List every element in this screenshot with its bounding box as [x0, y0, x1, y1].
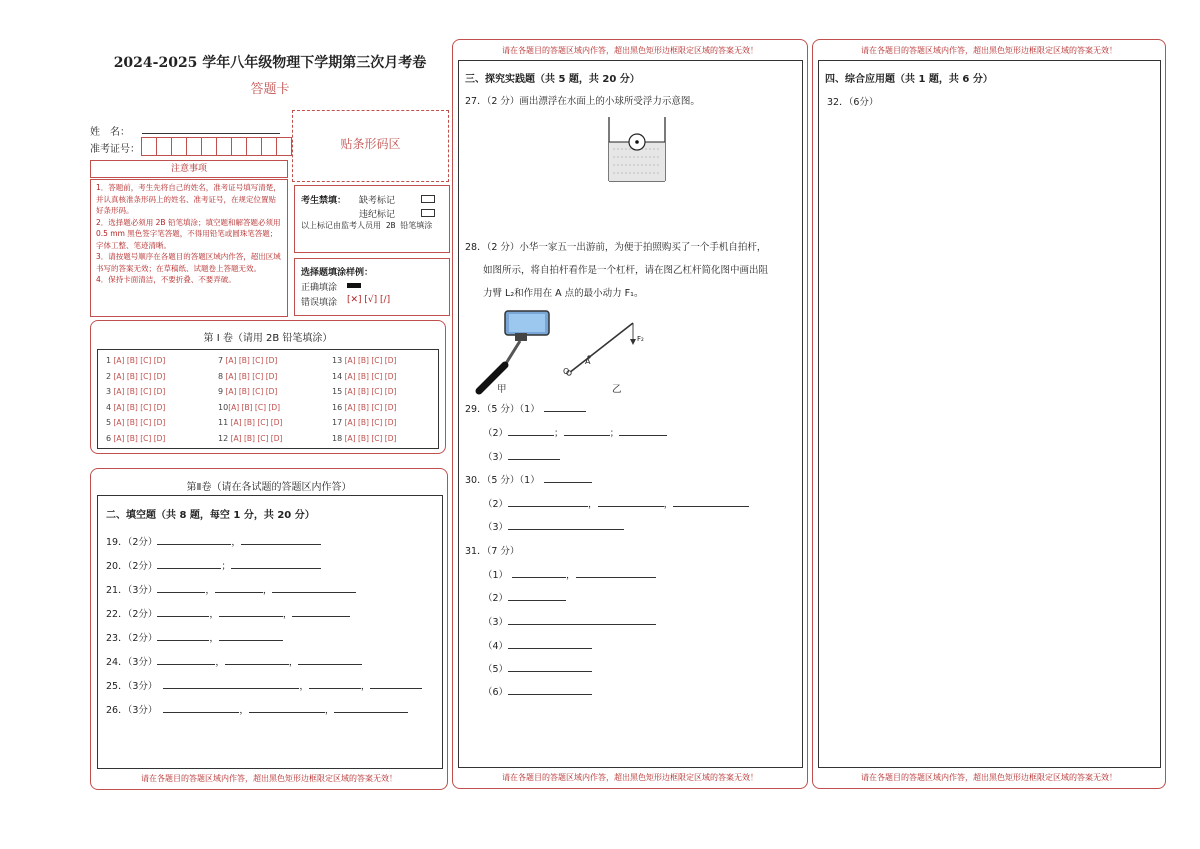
bubble-row-2[interactable]: 2 [A] [B] [C] [D]: [106, 371, 166, 381]
q29-3-blank[interactable]: [508, 449, 560, 460]
q20-blank-2[interactable]: [231, 558, 321, 569]
q31-1-blank-1[interactable]: [512, 567, 566, 578]
violation-label: 违纪标记: [359, 210, 396, 220]
part2-answer-frame: [97, 495, 443, 769]
q30-2: （2） ， ，: [483, 496, 749, 510]
q22-blank-3[interactable]: [292, 606, 350, 617]
id-label: 准考证号：: [90, 144, 140, 155]
q29-2-blank-3[interactable]: [619, 425, 667, 436]
q24-blank-3[interactable]: [298, 654, 362, 665]
bubble-row-4[interactable]: 4 [A] [B] [C] [D]: [106, 402, 166, 412]
part2-title: 第Ⅱ卷（请在各试题的答题区内作答）: [186, 482, 352, 493]
correct-label: 正确填涂: [301, 283, 338, 293]
q19: 19．（2分） ，: [106, 534, 321, 548]
q31-5: （5）: [483, 661, 592, 675]
q31-4-blank[interactable]: [508, 638, 592, 649]
q23-blank-2[interactable]: [219, 630, 283, 641]
q20-blank-1[interactable]: [157, 558, 221, 569]
q31-3-blank[interactable]: [508, 614, 656, 625]
fig-A-label: A: [585, 357, 591, 366]
q31-6-blank[interactable]: [508, 684, 592, 695]
q24-blank-1[interactable]: [157, 654, 215, 665]
part1-panel: [90, 320, 446, 454]
ball-icon: [629, 134, 645, 150]
notice-item-2: 2．选择题必须用 2B 铅笔填涂；填空题和解答题必须用 0.5 mm 黑色签字笔答题，不得用铅笔或圆珠笔答题；字体工整、笔迹清晰。: [96, 217, 281, 250]
name-label: 姓 名：: [90, 127, 130, 138]
absent-label: 缺考标记: [359, 196, 396, 206]
fig-a-label: 甲: [497, 384, 507, 395]
q30-3: （3）: [483, 519, 624, 533]
q31-label: 31．（7 分）: [465, 546, 520, 557]
name-field[interactable]: [142, 133, 280, 134]
notice-item-3: 3．请按题号顺序在各题目的答题区域内作答，超出区域书写的答案无效；在草稿纸、试题卷上答题无效。: [96, 252, 281, 273]
q23: 23．（2分） ，: [106, 630, 283, 644]
q24: 24．（3分） ， ，: [106, 654, 362, 668]
q22-blank-1[interactable]: [157, 606, 209, 617]
notice-title: 注意事项: [90, 160, 288, 178]
q29-2: （2） ； ；: [483, 425, 667, 439]
exam-title: 2024-2025 学年八年级物理下学期第三次月考卷: [113, 55, 427, 71]
section4-title: 四、综合应用题（共 1 题，共 6 分）: [825, 74, 993, 85]
bubble-row-17[interactable]: 17 [A] [B] [C] [D]: [332, 418, 397, 427]
section3-warning-bottom: 请在各题目的答题区域内作答，超出黑色矩形边框限定区域的答案无效！: [502, 773, 758, 782]
q31-1-blank-2[interactable]: [576, 567, 656, 578]
fig-f2-label: F₂: [637, 335, 644, 343]
lever-icon: [567, 323, 636, 375]
barcode-area: [292, 110, 449, 182]
forbidden-note: 以上标记由监考人员用 2B 铅笔填涂: [301, 221, 433, 230]
notice-item-4: 4．保持卡面清洁，不要折叠、不要弄破。: [96, 275, 236, 284]
fig-o-label: O: [563, 367, 570, 376]
bubble-row-14[interactable]: 14 [A] [B] [C] [D]: [332, 371, 397, 381]
q21-blank-1[interactable]: [157, 582, 205, 593]
q23-blank-1[interactable]: [157, 630, 209, 641]
section3-answer-frame: [458, 60, 803, 768]
section3-panel: [452, 39, 808, 789]
q21-blank-3[interactable]: [272, 582, 356, 593]
forbidden-box: [294, 185, 450, 253]
section3-title: 三、探究实践题（共 5 题，共 20 分）: [465, 74, 640, 85]
bubble-col-2: [218, 356, 282, 449]
violation-checkbox[interactable]: [421, 209, 435, 217]
bubble-col-3: [332, 356, 396, 449]
bubble-col-1: [106, 356, 165, 449]
section4-warning-bottom: 请在各题目的答题区域内作答，超出黑色矩形边框限定区域的答案无效！: [861, 773, 1117, 782]
fig-b-label: 乙: [612, 384, 622, 395]
floating-ball-figure: [607, 115, 669, 183]
bubble-row-3[interactable]: 3 [A] [B] [C] [D]: [106, 387, 166, 396]
q30: 30．（5 分）（1）: [465, 472, 592, 486]
q29-2-blank-1[interactable]: [508, 425, 554, 436]
bubble-row-5[interactable]: 5 [A] [B] [C] [D]: [106, 418, 166, 427]
q21: 21．（3分） ， ，: [106, 582, 356, 596]
q21-blank-2[interactable]: [215, 582, 263, 593]
q26-blank-2[interactable]: [249, 702, 325, 713]
bubble-row-13[interactable]: 13 [A] [B] [C] [D]: [332, 356, 397, 365]
bubble-row-12[interactable]: 12 [A] [B] [C] [D]: [218, 433, 283, 443]
bubble-row-18[interactable]: 18 [A] [B] [C] [D]: [332, 433, 397, 443]
q28-line2: 如图所示，将自拍杆看作是一个杠杆，请在图乙杠杆简化图中画出阻: [483, 265, 769, 276]
q26-blank-3[interactable]: [334, 702, 408, 713]
bubble-row-10[interactable]: 10[A] [B] [C] [D]: [218, 402, 281, 412]
notice-item-1: 1．答题前，考生先将自己的姓名，准考证号填写清楚，并认真核准条形码上的姓名、准考证号，在规定位置贴好条形码。: [96, 183, 281, 215]
q22-blank-2[interactable]: [219, 606, 283, 617]
lever-diagram: [561, 319, 645, 381]
sample-label: 选择题填涂样例：: [301, 268, 374, 278]
wrong-label: 错误填涂: [301, 298, 338, 308]
q28-line3: 力臂 L₂和作用在 A 点的最小动力 F₁。: [483, 288, 644, 299]
q32-label: 32．（6分）: [827, 97, 879, 108]
q20: 20．（2分） ；: [106, 558, 321, 572]
barcode-label: 贴条形码区: [340, 137, 401, 151]
section4-answer-frame[interactable]: [818, 60, 1161, 768]
q30-2-blank-1[interactable]: [508, 496, 588, 507]
section3-warning-top: 请在各题目的答题区域内作答，超出黑色矩形边框限定区域的答案无效！: [502, 46, 758, 55]
id-boxes[interactable]: [141, 137, 291, 156]
bubble-row-15[interactable]: 15 [A] [B] [C] [D]: [332, 387, 397, 396]
section4-warning-top: 请在各题目的答题区域内作答，超出黑色矩形边框限定区域的答案无效！: [861, 46, 1117, 55]
q29-2-blank-2[interactable]: [564, 425, 610, 436]
part2-warning: 请在各题目的答题区域内作答，超出黑色矩形边框限定区域的答案无效！: [141, 774, 397, 783]
q19-blank-1[interactable]: [157, 534, 231, 545]
bubble-row-1[interactable]: 1 [A] [B] [C] [D]: [106, 356, 166, 365]
q24-blank-2[interactable]: [225, 654, 289, 665]
q30-3-blank[interactable]: [508, 519, 624, 530]
part1-title: 第 I 卷（请用 2B 铅笔填涂）: [203, 333, 333, 344]
q30-blank-1[interactable]: [544, 472, 592, 483]
q31-2: （2）: [483, 590, 566, 604]
q27-text: 27．（2 分）画出漂浮在水面上的小球所受浮力示意图。: [465, 96, 700, 107]
q31-3: （3）: [483, 614, 656, 628]
q25-blank-3[interactable]: [370, 678, 422, 689]
notice-box: [90, 179, 288, 317]
part1-bubble-frame: [97, 349, 439, 449]
answer-card-subtitle: 答题卡: [250, 82, 290, 97]
q26: 26．（3分） ， ，: [106, 702, 408, 716]
selfie-stick-figure: [465, 307, 553, 397]
bubble-row-6[interactable]: 6 [A] [B] [C] [D]: [106, 433, 166, 443]
q26-blank-1[interactable]: [163, 702, 239, 713]
bubble-row-8[interactable]: 8 [A] [B] [C] [D]: [218, 371, 278, 381]
q29: 29．（5 分）（1）: [465, 401, 586, 415]
bubble-row-7[interactable]: 7 [A] [B] [C] [D]: [218, 356, 278, 365]
wrong-marks: [✕] [√] [/]: [347, 295, 391, 305]
q30-2-blank-2[interactable]: [598, 496, 664, 507]
q25: 25．（3分） ， ，: [106, 678, 422, 692]
q29-3: （3）: [483, 449, 560, 463]
phone-icon: [505, 311, 549, 335]
q30-2-blank-3[interactable]: [673, 496, 749, 507]
bubble-row-9[interactable]: 9 [A] [B] [C] [D]: [218, 387, 278, 396]
q19-blank-2[interactable]: [241, 534, 321, 545]
bubble-row-16[interactable]: 16 [A] [B] [C] [D]: [332, 402, 397, 412]
q31-1: （1） ，: [483, 567, 656, 581]
forbidden-label: 考生禁填：: [301, 196, 347, 206]
q31-4: （4）: [483, 638, 592, 652]
section2-title: 二、填空题（共 8 题，每空 1 分，共 20 分）: [106, 510, 315, 521]
absent-checkbox[interactable]: [421, 195, 435, 203]
q29-blank-1[interactable]: [544, 401, 586, 412]
q31-6: （6）: [483, 684, 592, 698]
part2-panel: [90, 468, 448, 790]
q31-2-blank[interactable]: [508, 590, 566, 601]
q22: 22．（2分） ， ，: [106, 606, 350, 620]
bubble-row-11[interactable]: 11 [A] [B] [C] [D]: [218, 418, 283, 427]
q25-blank-2[interactable]: [309, 678, 361, 689]
q28-line1: 28．（2 分）小华一家五一出游前，为便于拍照购买了一个手机自拍杆，: [465, 242, 767, 253]
section4-panel: [812, 39, 1166, 789]
correct-fill-mark: [347, 283, 361, 288]
q31-5-blank[interactable]: [508, 661, 592, 672]
sample-box: [294, 258, 450, 316]
q25-blank-1[interactable]: [163, 678, 299, 689]
